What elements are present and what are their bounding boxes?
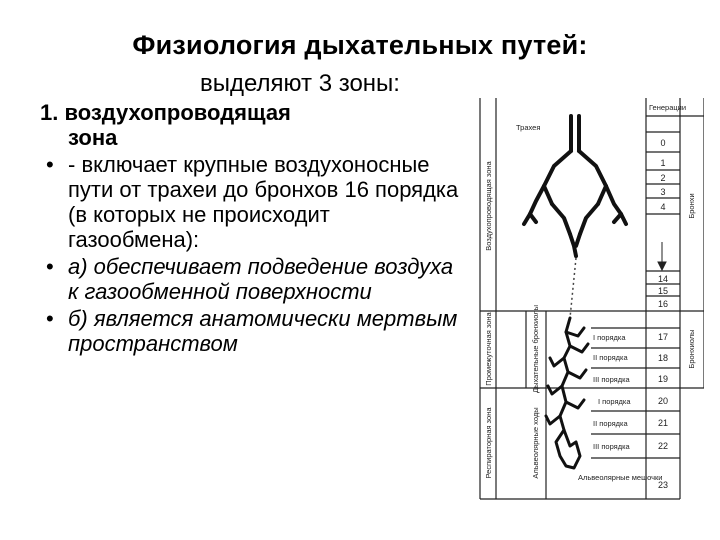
generation-number: 18 [657, 353, 669, 363]
bullet-item [40, 254, 460, 304]
label-bronchi: Бронхи [687, 193, 696, 219]
zone-label-alv-ducts: Альвеолярные ходы [531, 407, 540, 479]
order-label: III порядка [593, 375, 630, 384]
generation-number: 4 [660, 202, 666, 212]
airway-diagram [466, 96, 704, 501]
generation-number: 23 [657, 480, 669, 490]
bullet-text: а) обеспечивает подведение воздуха к газообменной поверхности [68, 254, 454, 304]
bullet-dot: • [46, 152, 54, 177]
generation-number: 0 [660, 138, 666, 148]
generation-number: 21 [657, 418, 669, 428]
page-title: Физиология дыхательных путей: [132, 30, 588, 60]
generation-number: 22 [657, 441, 669, 451]
generation-number: 3 [660, 187, 666, 197]
bullet-dot: • [46, 306, 54, 331]
zone-label-resp-bronchioles: Дыхательные бронхиолы [531, 305, 540, 393]
zone-label-respiratory: Респираторная зона [484, 407, 493, 479]
generation-number: 2 [660, 173, 666, 183]
text-block [40, 100, 460, 356]
bullet-dot: • [46, 254, 54, 279]
section-heading [40, 100, 460, 150]
page-subtitle: выделяют 3 зоны: [200, 70, 400, 97]
order-label: II порядка [593, 353, 628, 362]
bullet-item [40, 152, 460, 252]
generation-number: 14 [657, 274, 669, 284]
zone-label-conducting: Воздухопроводящая зона [484, 161, 493, 251]
generation-number: 16 [657, 299, 669, 309]
generation-number: 17 [657, 332, 669, 342]
label-bronchioles: Бронхиолы [687, 329, 696, 369]
order-label: II порядка [593, 419, 628, 428]
order-label: I порядка [593, 333, 626, 342]
bullet-text: - включает крупные воздухоносные пути от трахеи до бронхов 16 порядка (в которых не происходит газообмена): [68, 152, 459, 252]
order-label: III порядка [593, 442, 630, 451]
order-label: I порядка [598, 397, 631, 406]
alveolar-sacs-label: Альвеолярные мешочки [578, 473, 663, 482]
generation-number: 15 [657, 286, 669, 296]
generation-number: 19 [657, 374, 669, 384]
generation-number: 1 [660, 158, 666, 168]
zone-label-transitional: Промежуточная зона [484, 312, 493, 386]
generation-number: 20 [657, 396, 669, 406]
trachea-label: Трахея [516, 123, 541, 132]
airway-diagram-svg [466, 96, 704, 501]
bullet-text: б) является анатомически мертвым пространством [68, 306, 458, 356]
generations-header: Генерации [649, 103, 687, 112]
bullet-item [40, 306, 460, 356]
section-heading-line2: зона [68, 125, 118, 150]
section-heading-line1: 1. воздухопроводящая [40, 100, 291, 125]
